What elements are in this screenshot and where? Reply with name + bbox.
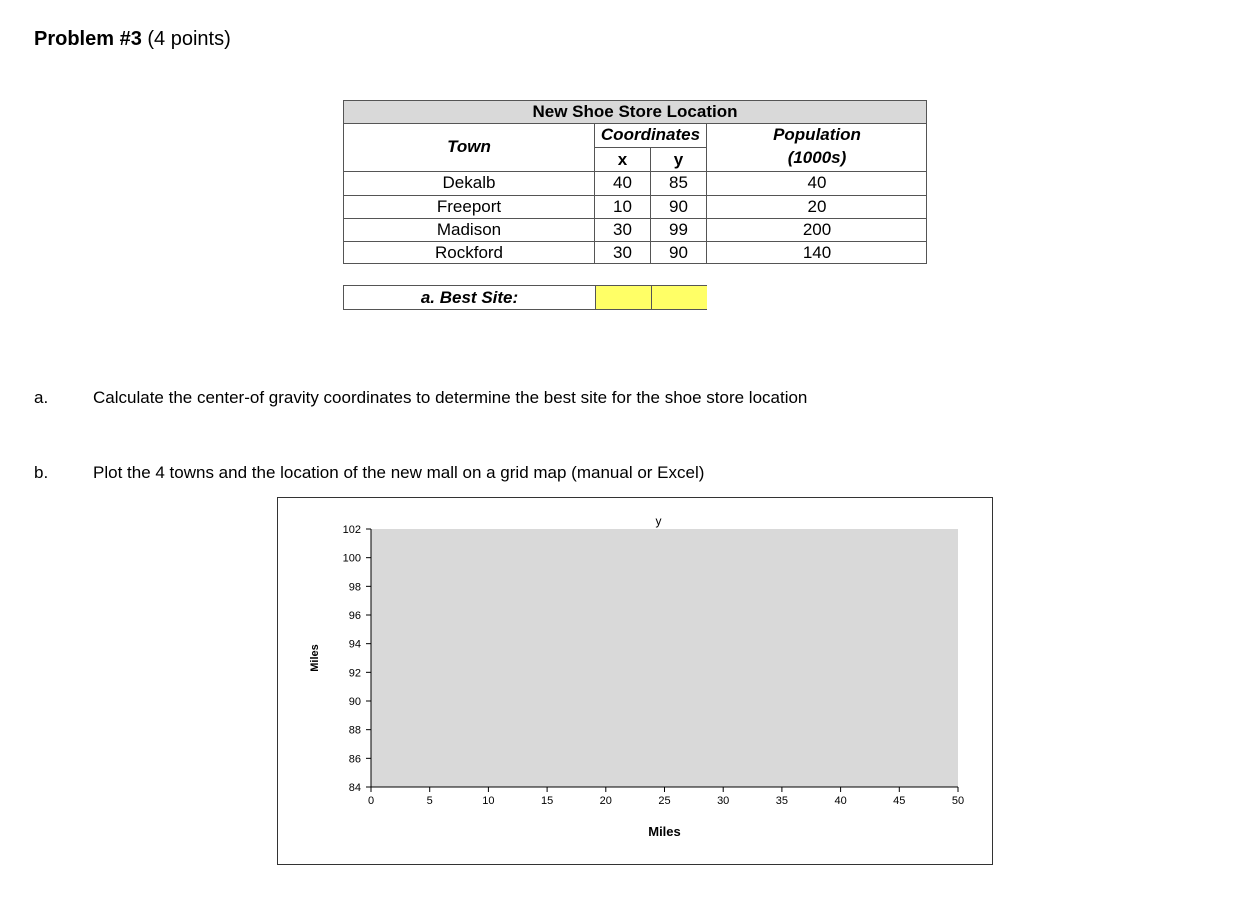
- table-row-pop: 140: [802, 243, 832, 262]
- row-divider: [595, 147, 706, 148]
- chart-title: y: [655, 514, 662, 528]
- shoe-store-table: [343, 100, 927, 264]
- y-tick-label: 98: [348, 581, 361, 594]
- y-tick-label: 86: [348, 753, 361, 766]
- table-row-pop: 40: [807, 173, 827, 192]
- plot-area: [371, 529, 958, 787]
- table-row-town: Madison: [436, 220, 502, 239]
- table-row-y: 90: [669, 243, 688, 262]
- row-divider: [344, 218, 926, 219]
- table-header: New Shoe Store Location: [344, 101, 926, 124]
- chart-svg: [278, 498, 992, 864]
- x-tick-label: 25: [658, 795, 671, 807]
- y-tick-label: 84: [348, 782, 361, 794]
- best-site-x-cell[interactable]: [595, 286, 651, 309]
- table-row-town: Freeport: [436, 197, 502, 216]
- table-row-pop: 200: [802, 220, 832, 239]
- x-tick-label: 50: [951, 795, 965, 807]
- table-row-pop: 20: [807, 197, 827, 216]
- table-row-y: 85: [669, 173, 688, 192]
- col-coordinates-header: Coordinates: [600, 125, 701, 144]
- question-a-text: Calculate the center-of gravity coordinates to determine the best site for the shoe store location: [93, 388, 808, 407]
- x-tick-label: 5: [426, 795, 433, 807]
- row-divider: [344, 241, 926, 242]
- table-row-y: 99: [669, 220, 688, 239]
- problem-number: Problem #3: [34, 28, 142, 50]
- col-y-header: y: [673, 150, 684, 169]
- x-tick-label: 40: [834, 795, 847, 807]
- y-axis-title: Miles: [309, 644, 321, 672]
- x-tick-label: 30: [717, 795, 730, 807]
- x-axis-title: Miles: [648, 824, 681, 839]
- table-row-x: 30: [613, 220, 632, 239]
- y-tick-label: 100: [342, 552, 361, 565]
- y-tick-label: 90: [348, 696, 361, 708]
- table-row-y: 90: [669, 197, 688, 216]
- row-divider: [344, 171, 926, 172]
- col-town-header: Town: [447, 137, 491, 156]
- table-row-x: 40: [613, 173, 632, 192]
- x-tick-label: 20: [599, 795, 612, 807]
- best-site-y-cell[interactable]: [651, 286, 707, 309]
- question-b-text: Plot the 4 towns and the location of the new mall on a grid map (manual or Excel): [93, 463, 705, 482]
- best-site-row: [343, 285, 707, 310]
- x-ticks: [368, 787, 964, 807]
- y-tick-label: 96: [348, 610, 361, 622]
- table-row-x: 30: [613, 243, 632, 262]
- y-tick-label: 88: [348, 724, 361, 737]
- table-row-town: Dekalb: [442, 173, 496, 192]
- y-tick-label: 92: [348, 667, 361, 680]
- grid-map-chart: [277, 497, 993, 865]
- y-tick-label: 102: [342, 524, 361, 536]
- y-tick-label: 94: [348, 638, 361, 651]
- x-tick-label: 10: [482, 795, 495, 807]
- question-b-label: b.: [34, 463, 49, 482]
- col-population-unit: (1000s): [787, 148, 847, 167]
- row-divider: [344, 195, 926, 196]
- problem-title: [34, 28, 231, 51]
- col-population-header: Population: [773, 125, 861, 144]
- x-tick-label: 35: [775, 795, 789, 807]
- problem-points: (4 points): [147, 28, 231, 50]
- table-row-town: Rockford: [434, 243, 504, 262]
- question-a-label: a.: [34, 388, 49, 407]
- x-tick-label: 15: [540, 795, 554, 807]
- x-tick-label: 45: [893, 795, 906, 807]
- y-ticks: [343, 524, 371, 794]
- best-site-label: a. Best Site:: [420, 288, 519, 307]
- table-row-x: 10: [613, 197, 632, 216]
- x-tick-label: 0: [367, 795, 375, 807]
- col-x-header: x: [617, 150, 628, 169]
